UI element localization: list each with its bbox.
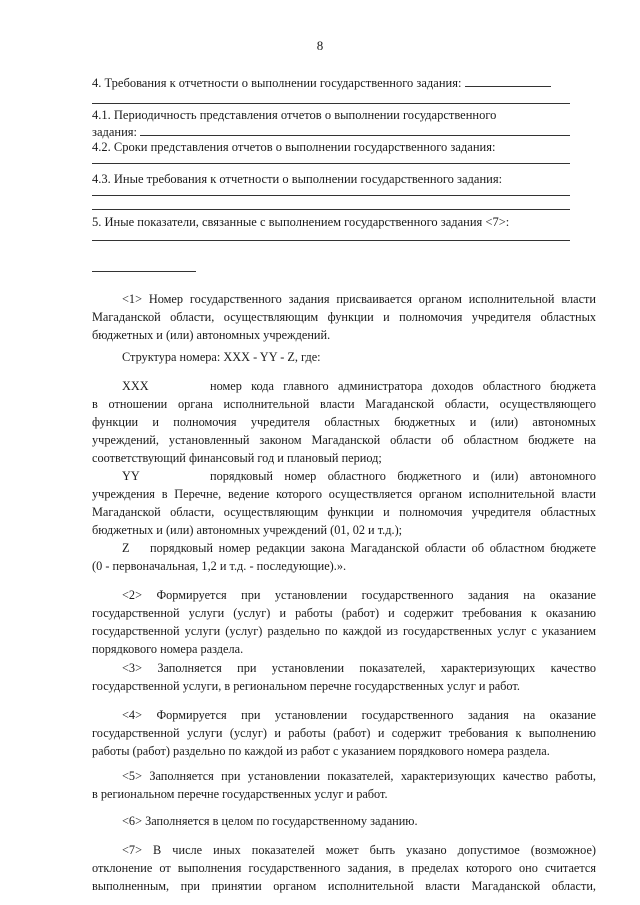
footnote-1-line: <1> Номер государственного задания присваивается органом исполнительной власти xyxy=(122,292,596,306)
footnote-6-line: <6> Заполняется в целом по государственному заданию. xyxy=(122,814,418,828)
section-4-blank xyxy=(465,75,551,87)
footnote-2-line: <2> Формируется при установлении государственного задания на оказание xyxy=(122,588,596,602)
footnote-1-line: бюджетных и (или) автономных учреждений. xyxy=(92,328,331,342)
definition-yy xyxy=(92,467,596,539)
footnote-4 xyxy=(92,706,596,760)
item-4-2-rule xyxy=(92,163,570,164)
footnote-3 xyxy=(92,659,596,695)
definition-z-line: (0 - первоначальная, 1,2 и т.д. - последующие).». xyxy=(92,559,347,573)
section-4-title: 4. Требования к отчетности о выполнении государственного задания: xyxy=(92,76,462,90)
number-structure-text: Структура номера: XXX - YY - Z, где: xyxy=(122,350,321,364)
definition-xxx-line xyxy=(92,377,596,395)
definition-z xyxy=(92,539,596,575)
definition-term: Z xyxy=(122,541,130,555)
footnote-7-line: <7> В числе иных показателей может быть указано допустимое (возможное) xyxy=(122,843,596,857)
section-5-title: 5. Иные показатели, связанные с выполнением государственного задания <7>: xyxy=(92,215,510,229)
footnote-3-line: <3> Заполняется при установлении показателей, характеризующих качество xyxy=(122,661,596,675)
definition-xxx-line: функции и полномочия учредителя областных бюджетных и (или) автономных xyxy=(92,415,596,429)
section-5-rule xyxy=(92,240,570,241)
footnote-5 xyxy=(92,767,596,803)
definition-text: номер кода главного администратора доходов областного бюджета xyxy=(210,379,596,393)
item-4-3: 4.3. Иные требования к отчетности о выполнении государственного задания: xyxy=(92,172,503,186)
definition-yy-line xyxy=(92,467,596,485)
item-4-3-rule-1 xyxy=(92,195,570,196)
footnote-2-line: государственной услуги (услуг) и работы (работ) и содержит требования к оказанию xyxy=(92,606,596,620)
footnote-7 xyxy=(92,841,596,895)
definition-term: YY xyxy=(122,469,140,483)
footnote-2 xyxy=(92,586,596,658)
definition-xxx-line: в отношении органа исполнительной власти Магаданской области, осуществляющего xyxy=(92,397,596,411)
footnote-2-line: порядкового номера раздела. xyxy=(92,642,244,656)
definition-yy-line: Магаданской области, осуществляющим функции и полномочия учредителя областных xyxy=(92,505,596,519)
item-4-1-blank xyxy=(140,124,570,136)
definition-text: порядковый номер областного бюджетного и (или) автономного xyxy=(210,469,596,483)
footnote-5-line: в региональном перечне государственных услуг и работ. xyxy=(92,787,388,801)
item-4-1-line2-wrap xyxy=(92,124,570,140)
definition-xxx-line: учреждений, установленный законом Магаданской области об областном бюджете на xyxy=(92,433,596,447)
definition-term: XXX xyxy=(122,379,149,393)
footnote-1-line: Магаданской области, осуществляющим функции и полномочия учредителя областных xyxy=(92,310,596,324)
section-4-rule xyxy=(92,103,570,104)
definition-text: порядковый номер редакции закона Магаданской области об областном бюджете xyxy=(150,541,596,555)
footnote-2-line: государственной услуги (услуг) раздельно по каждой из государственных услуг с указанием xyxy=(92,624,596,638)
item-4-1-line1: 4.1. Периодичность представления отчетов о выполнении государственного xyxy=(92,108,497,122)
footnote-1 xyxy=(92,290,596,344)
footnote-4-line: работы (работ) раздельно по каждой из работ с указанием порядкового номера раздела. xyxy=(92,744,550,758)
footnote-4-line: <4> Формируется при установлении государственного задания на оказание xyxy=(122,708,596,722)
definition-yy-line: бюджетных и (или) автономных учреждений (01, 02 и т.д.); xyxy=(92,523,403,537)
definition-xxx-line: соответствующий финансовый год и плановый период; xyxy=(92,451,382,465)
footnote-separator xyxy=(92,271,196,272)
footnote-3-line: государственной услуги, в региональном перечне государственных услуг и работ. xyxy=(92,679,520,693)
section-4-title-line xyxy=(92,75,570,91)
footnote-4-line: государственной услуги (услуг) и работы (работ) и содержит требования к выполнению xyxy=(92,726,596,740)
number-structure xyxy=(92,348,596,366)
footnote-5-line: <5> Заполняется при установлении показателей, характеризующих качество работы, xyxy=(122,769,596,783)
definition-xxx xyxy=(92,377,596,467)
definition-z-line xyxy=(92,539,596,557)
item-4-2: 4.2. Сроки представления отчетов о выполнении государственного задания: xyxy=(92,140,496,154)
page-number: 8 xyxy=(316,38,324,53)
footnote-6 xyxy=(92,812,596,830)
item-4-3-rule-2 xyxy=(92,209,570,210)
footnote-7-line: отклонение от выполнения государственного задания, в пределах которого оно считается xyxy=(92,861,596,875)
footnote-7-line: выполненным, при принятии органом исполнительной власти Магаданской области, xyxy=(92,879,596,893)
item-4-1-line2: задания: xyxy=(92,125,137,139)
definition-yy-line: учреждения в Перечне, ведение которого осуществляется органом исполнительной власти xyxy=(92,487,596,501)
